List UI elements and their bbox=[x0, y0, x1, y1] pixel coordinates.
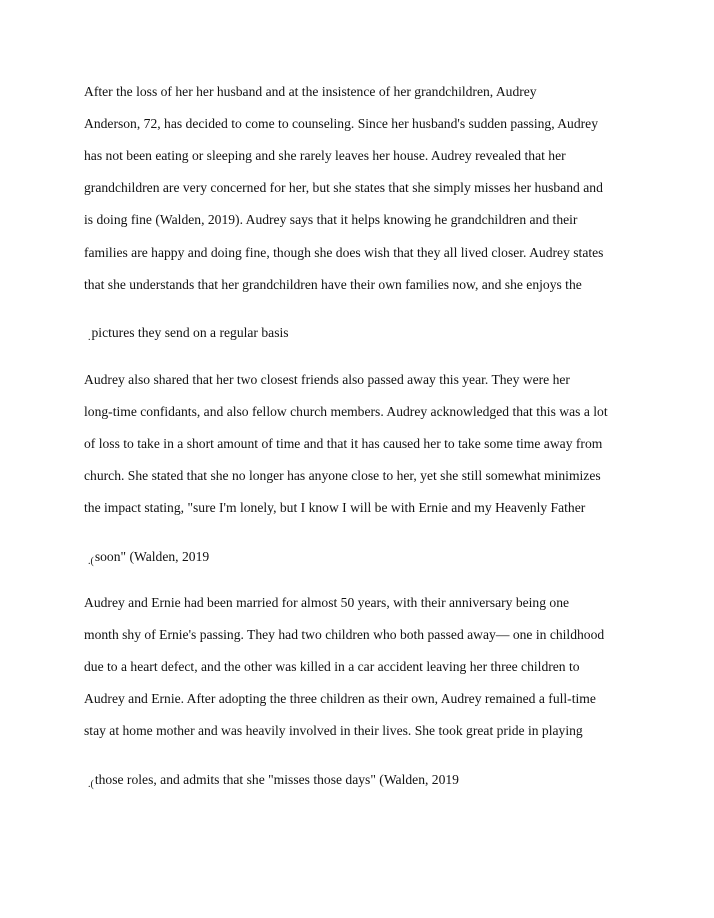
paragraph-3-line-4: Audrey and Ernie. After adopting the three children as their own, Audrey remained a full-time bbox=[84, 691, 596, 706]
paragraph-2-tail-line bbox=[88, 548, 209, 571]
paragraph-1-line-4: grandchildren are very concerned for her, but she states that she simply misses her husband and bbox=[84, 180, 603, 195]
paragraph-3-tail-line bbox=[88, 771, 459, 794]
paragraph-1-tail-line bbox=[88, 324, 289, 347]
paragraph-3-tail-marker: .( bbox=[88, 779, 94, 790]
paragraph-2-tail-marker: .( bbox=[88, 556, 94, 567]
paragraph-1-line-6: families are happy and doing fine, though she does wish that they all lived closer. Audrey states bbox=[84, 245, 604, 260]
paragraph-2-line-4: church. She stated that she no longer has anyone close to her, yet she still somewhat minimizes bbox=[84, 468, 601, 483]
paragraph-1-line-1: After the loss of her her husband and at the insistence of her grandchildren, Audrey bbox=[84, 84, 537, 99]
paragraph-3-line-2: month shy of Ernie's passing. They had two children who both passed away— one in childhood bbox=[84, 627, 605, 642]
paragraph-3-line-1: Audrey and Ernie had been married for almost 50 years, with their anniversary being one bbox=[84, 595, 570, 610]
paragraph-2-line-1: Audrey also shared that her two closest friends also passed away this year. They were her bbox=[84, 372, 570, 387]
paragraph-3-tail-text: those roles, and admits that she "misses those days" (Walden, 2019 bbox=[94, 772, 459, 787]
paragraph-1-tail-text: pictures they send on a regular basis bbox=[91, 325, 289, 340]
paragraph-3-line-3: due to a heart defect, and the other was killed in a car accident leaving her three children to bbox=[84, 659, 580, 674]
paragraph-2-line-2: long-time confidants, and also fellow church members. Audrey acknowledged that this was a lot bbox=[84, 404, 608, 419]
paragraph-1-line-5: is doing fine (Walden, 2019). Audrey says that it helps knowing he grandchildren and their bbox=[84, 212, 578, 227]
paragraph-1-tail-marker: . bbox=[88, 332, 91, 343]
paragraph-1-line-3: has not been eating or sleeping and she rarely leaves her house. Audrey revealed that her bbox=[84, 148, 566, 163]
paragraph-2-line-5: the impact stating, "sure I'm lonely, but I know I will be with Ernie and my Heavenly Father bbox=[84, 500, 586, 515]
paragraph-2-line-3: of loss to take in a short amount of time and that it has caused her to take some time away from bbox=[84, 436, 603, 451]
paragraph-2-tail-text: soon" (Walden, 2019 bbox=[94, 549, 210, 564]
paragraph-3-line-5: stay at home mother and was heavily involved in their lives. She took great pride in playing bbox=[84, 723, 583, 738]
paragraph-1-line-7: that she understands that her grandchildren have their own families now, and she enjoys the bbox=[84, 277, 582, 292]
paragraph-1-line-2: Anderson, 72, has decided to come to counseling. Since her husband's sudden passing, Audrey bbox=[84, 116, 599, 131]
